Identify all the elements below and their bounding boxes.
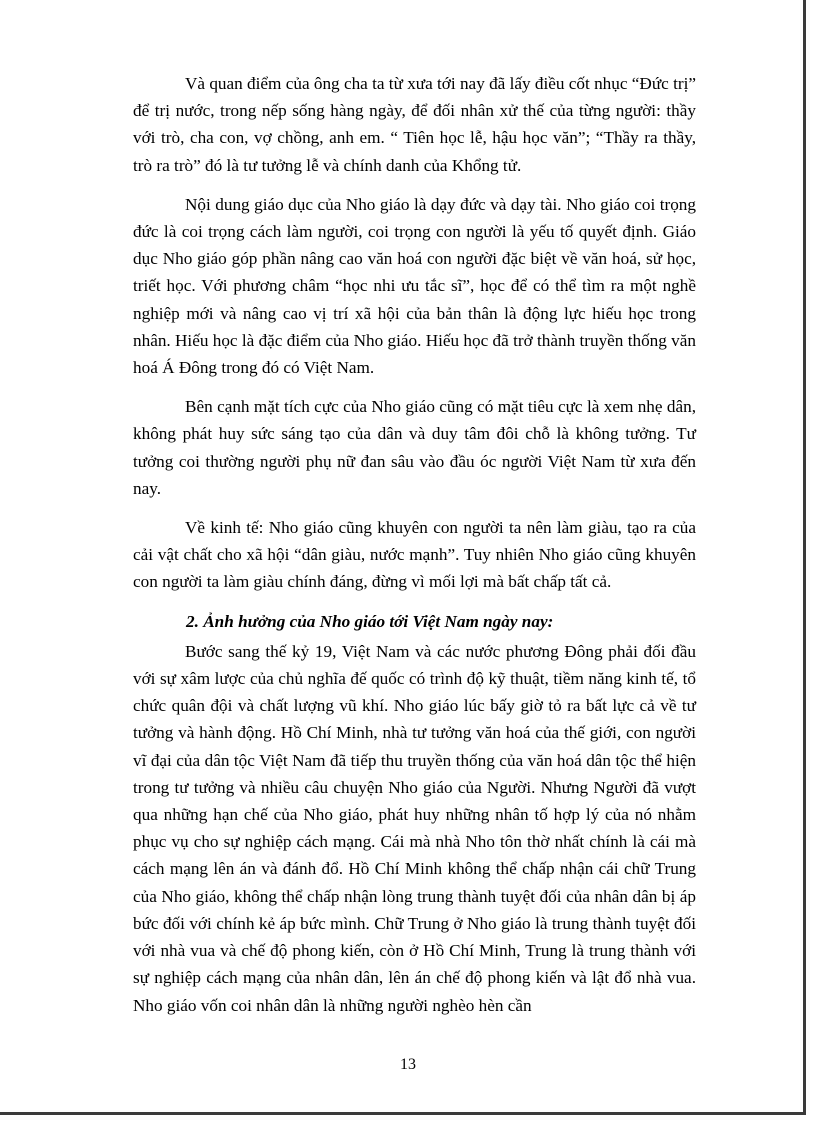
paragraph-the-ky-19: Bước sang thế kỷ 19, Việt Nam và các nước phương Đông phải đối đầu với sự xâm lược của chủ nghĩa đế quốc có trình độ kỹ thuật, tiềm năng kinh tế, tổ chức quân đội và chất lượng vũ khí. Nho giáo lúc bấy giờ tỏ ra bất lực cả về tư tưởng và hành động. Hồ Chí Minh, nhà tư tưởng văn hoá của thế giới, con người vĩ đại của dân tộc Việt Nam đã tiếp thu truyền thống của văn hoá dân tộc thể hiện trong tư tưởng và nhiều câu chuyện Nho giáo của Người. Nhưng Người đã vượt qua những hạn chế của Nho giáo, phát huy những nhân tố hợp lý của nó nhằm phục vụ cho sự nghiệp cách mạng. Cái mà nhà Nho tôn thờ nhất chính là cái mà cách mạng lên án và đánh đổ. Hồ Chí Minh không thể chấp nhận cái chữ Trung của Nho giáo, không thể chấp nhận lòng trung thành tuyệt đối của nhân dân bị áp bức đối với chính kẻ áp bức mình. Chữ Trung ở Nho giáo là trung thành tuyệt đối với nhà vua và chế độ phong kiến, còn ở Hồ Chí Minh, Trung là trung thành với sự nghiệp cách mạng của nhân dân, lên án chế độ phong kiến và lật đổ nhà vua. Nho giáo vốn coi nhân dân là những người nghèo hèn cần [133, 641, 696, 1015]
document-body [133, 70, 696, 1031]
paragraph-tieu-cuc: Bên cạnh mặt tích cực của Nho giáo cũng có mặt tiêu cực là xem nhẹ dân, không phát huy sức sáng tạo của dân và duy tâm đôi chỗ là không tưởng. Tư tưởng coi thường người phụ nữ đan sâu vào đầu óc người Việt Nam từ xưa đến nay. [133, 397, 696, 498]
page-number: 13 [400, 1056, 416, 1073]
paragraph-kinh-te: Về kinh tế: Nho giáo cũng khuyên con người ta nên làm giàu, tạo ra của cải vật chất cho xã hội “dân giàu, nước mạnh”. Tuy nhiên Nho giáo cũng khuyên con người ta làm giàu chính đáng, đừng vì mối lợi mà bất chấp tất cả. [133, 518, 696, 592]
paragraph-giao-duc: Nội dung giáo dục của Nho giáo là dạy đức và dạy tài. Nho giáo coi trọng đức là coi trọng cách làm người, coi trọng con người là yếu tố quyết định. Giáo dục Nho giáo góp phần nâng cao văn hoá con người đặc biệt về văn hoá, sử học, triết học. Với phương châm “học nhi ưu tắc sĩ”, học để có thể tìm ra một nghề nghiệp mới và nâng cao vị trí xã hội của bản thân là động lực hiếu học trong nhân. Hiếu học là đặc điểm của Nho giáo. Hiếu học đã trở thành truyền thống văn hoá Á Đông trong đó có Việt Nam. [133, 194, 696, 378]
section-heading: 2. Ảnh hưởng của Nho giáo tới Việt Nam ngày nay: [186, 611, 554, 631]
paragraph-duc-tri: Và quan điểm của ông cha ta từ xưa tới nay đã lấy điều cốt nhục “Đức trị” để trị nước, trong nếp sống hàng ngày, để đối nhân xử thế của từng người: thầy với trò, cha con, vợ chồng, anh em. “ Tiên học lễ, hậu học văn”; “Thầy ra thầy, trò ra trò” đó là tư tưởng lễ và chính danh của Khổng tử. [133, 74, 696, 175]
